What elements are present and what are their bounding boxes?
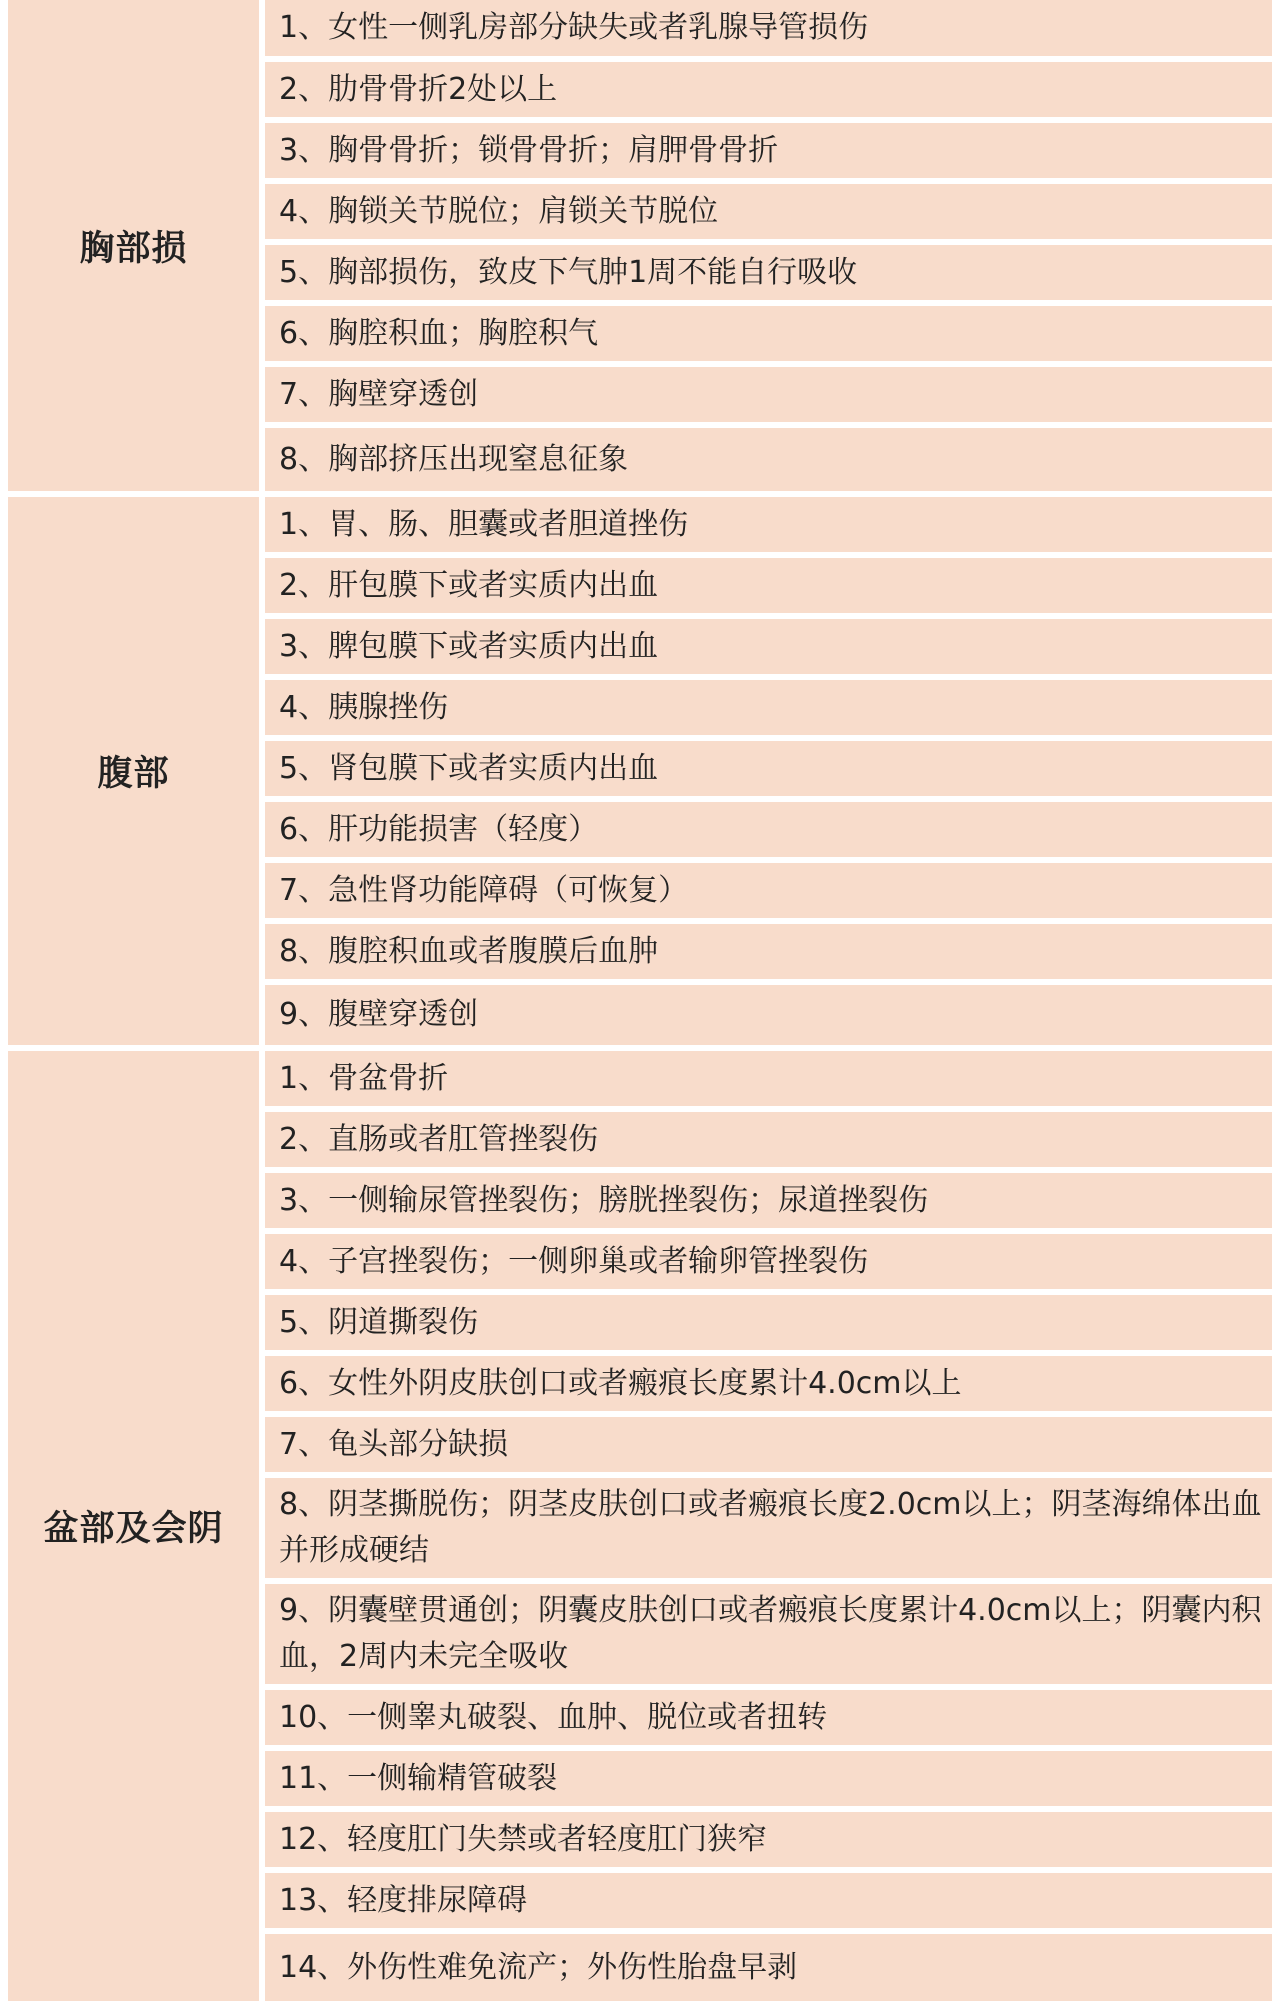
list-item: 5、胸部损伤，致皮下气肿1周不能自行吸收 (265, 245, 1272, 300)
item-list (265, 1051, 1272, 2001)
list-item: 6、女性外阴皮肤创口或者瘢痕长度累计4.0cm以上 (265, 1356, 1272, 1411)
item-list (265, 0, 1272, 491)
list-item: 8、胸部挤压出现窒息征象 (265, 428, 1272, 491)
section-chest (8, 0, 1272, 491)
list-item: 8、腹腔积血或者腹膜后血肿 (265, 924, 1272, 979)
category-label: 胸部损 (8, 0, 259, 491)
category-label: 腹部 (8, 497, 259, 1045)
list-item: 13、轻度排尿障碍 (265, 1873, 1272, 1928)
injury-table (8, 0, 1272, 2001)
section-abdomen (8, 497, 1272, 1045)
list-item: 1、胃、肠、胆囊或者胆道挫伤 (265, 497, 1272, 552)
list-item: 7、龟头部分缺损 (265, 1417, 1272, 1472)
list-item: 3、一侧输尿管挫裂伤；膀胱挫裂伤；尿道挫裂伤 (265, 1173, 1272, 1228)
list-item: 6、胸腔积血；胸腔积气 (265, 306, 1272, 361)
list-item: 1、骨盆骨折 (265, 1051, 1272, 1106)
list-item: 3、脾包膜下或者实质内出血 (265, 619, 1272, 674)
list-item: 9、阴囊壁贯通创；阴囊皮肤创口或者瘢痕长度累计4.0cm以上；阴囊内积血，2周内未完全吸收 (265, 1584, 1272, 1684)
list-item: 6、肝功能损害（轻度） (265, 802, 1272, 857)
list-item: 7、急性肾功能障碍（可恢复） (265, 863, 1272, 918)
list-item: 11、一侧输精管破裂 (265, 1751, 1272, 1806)
list-item: 9、腹壁穿透创 (265, 985, 1272, 1045)
list-item: 14、外伤性难免流产；外伤性胎盘早剥 (265, 1934, 1272, 2001)
list-item: 3、胸骨骨折；锁骨骨折；肩胛骨骨折 (265, 123, 1272, 178)
list-item: 4、胰腺挫伤 (265, 680, 1272, 735)
section-pelvis (8, 1051, 1272, 2001)
list-item: 1、女性一侧乳房部分缺失或者乳腺导管损伤 (265, 0, 1272, 56)
list-item: 2、直肠或者肛管挫裂伤 (265, 1112, 1272, 1167)
list-item: 12、轻度肛门失禁或者轻度肛门狭窄 (265, 1812, 1272, 1867)
list-item: 5、肾包膜下或者实质内出血 (265, 741, 1272, 796)
list-item: 4、胸锁关节脱位；肩锁关节脱位 (265, 184, 1272, 239)
list-item: 5、阴道撕裂伤 (265, 1295, 1272, 1350)
category-label: 盆部及会阴 (8, 1051, 259, 2001)
list-item: 4、子宫挫裂伤；一侧卵巢或者输卵管挫裂伤 (265, 1234, 1272, 1289)
list-item: 10、一侧睾丸破裂、血肿、脱位或者扭转 (265, 1690, 1272, 1745)
list-item: 2、肋骨骨折2处以上 (265, 62, 1272, 117)
list-item: 2、肝包膜下或者实质内出血 (265, 558, 1272, 613)
list-item: 8、阴茎撕脱伤；阴茎皮肤创口或者瘢痕长度2.0cm以上；阴茎海绵体出血并形成硬结 (265, 1478, 1272, 1578)
item-list (265, 497, 1272, 1045)
list-item: 7、胸壁穿透创 (265, 367, 1272, 422)
